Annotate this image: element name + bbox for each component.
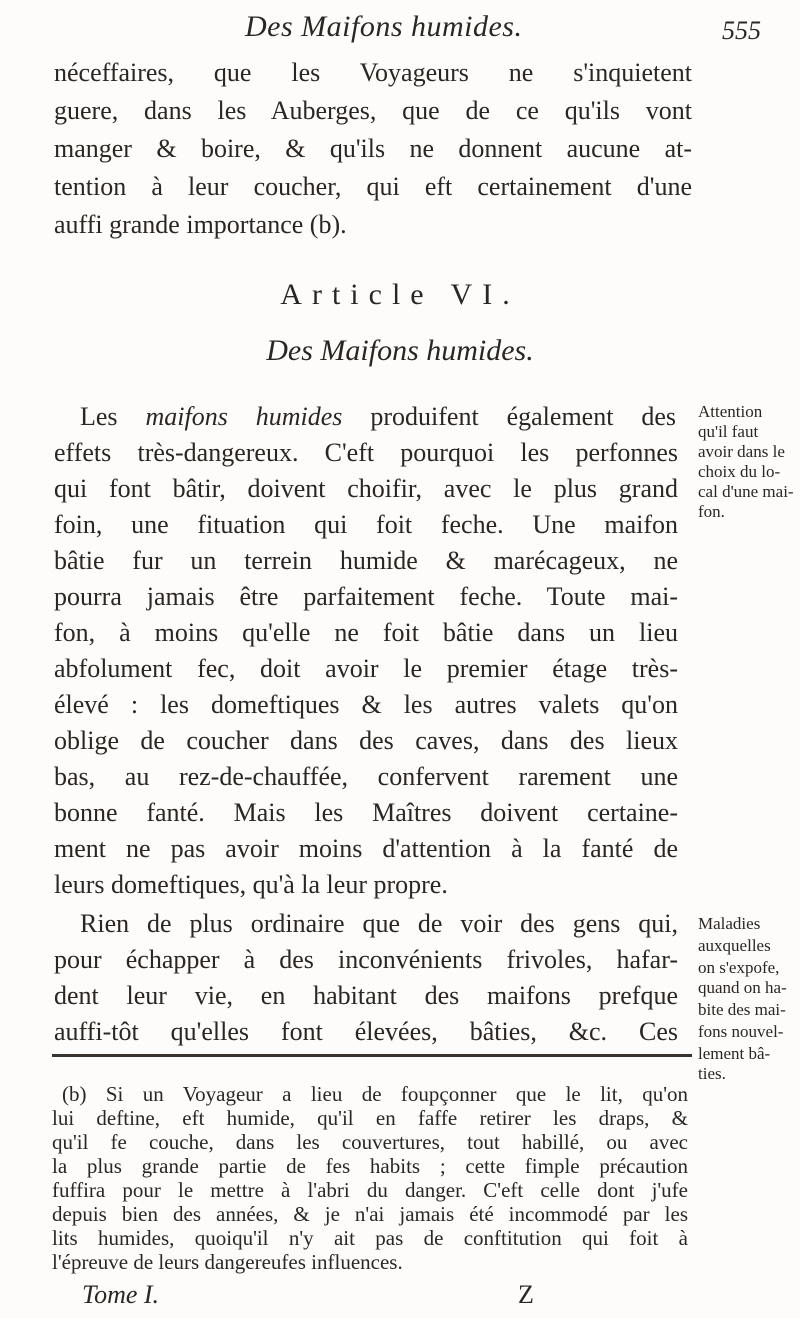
sidenote-line: Maladies: [698, 914, 761, 933]
text-line: pourra jamais être parfaitement feche. Toute mai-: [54, 582, 678, 611]
text-line: fon, à moins qu'elle ne foit bâtie dans un lieu: [54, 618, 678, 647]
text-line: manger & boire, & qu'ils ne donnent aucune at-: [54, 134, 692, 163]
first-line-rest: produifent également des: [370, 402, 677, 431]
sidenote-line: avoir dans le: [698, 442, 785, 461]
sidenote-line: choix du lo-: [698, 462, 781, 481]
italic-phrase: maifons humides: [145, 402, 343, 431]
text-line: effets très-dangereux. C'eft pourquoi les perfonnes: [54, 438, 678, 467]
footnote-line: fuffira pour le mettre à l'abri du danger. C'eft celle dont j'ufe: [52, 1178, 688, 1202]
footnote-line: (b) Si un Voyageur a lieu de foupçonner que le lit, qu'on: [62, 1082, 688, 1106]
footnote-line: depuis bien des années, & je n'ai jamais été incommodé par les: [52, 1202, 688, 1226]
sidenote-line: Attention: [698, 402, 763, 421]
signature-mark: Z: [518, 1280, 534, 1309]
text-line: ment ne pas avoir moins d'attention à la fanté de: [54, 834, 678, 863]
paragraph-first-line: [80, 400, 676, 434]
running-title: Des Maifons humides.: [245, 10, 523, 43]
drop-word: Les: [80, 402, 118, 431]
sidenote-line: quand on ha-: [698, 978, 787, 997]
sidenote-line: qu'il faut: [698, 422, 759, 441]
text-line: auffi grande importance (b).: [54, 210, 347, 239]
text-line: dent leur vie, en habitant des maifons prefque: [54, 981, 678, 1010]
sidenote-line: bite des mai-: [698, 1000, 786, 1019]
text-line: tention à leur coucher, qui eft certainement d'une: [54, 172, 692, 201]
text-line: guere, dans les Auberges, que de ce qu'ils vont: [54, 96, 692, 125]
text-line: élevé : les domeftiques & les autres valets qu'on: [54, 690, 678, 719]
footnote-line: lits humides, quoiqu'il n'y ait pas de conftitution qui foit à: [52, 1226, 688, 1250]
article-heading: Article VI.: [280, 278, 520, 311]
page-number: 555: [722, 16, 761, 45]
text-line: abfolument fec, doit avoir le premier étage très-: [54, 654, 678, 683]
sidenote-line: fons nouvel-: [698, 1022, 784, 1041]
footnote-line: l'épreuve de leurs dangereufes influences.: [52, 1250, 403, 1274]
text-line: bâtie fur un terrein humide & marécageux, ne: [54, 546, 678, 575]
text-line: bonne fanté. Mais les Maîtres doivent certaine-: [54, 798, 678, 827]
footnote-line: qu'il fe couche, dans les couvertures, tout habillé, ou avec: [52, 1130, 688, 1154]
sidenote-line: ties.: [698, 1064, 726, 1083]
sidenote-line: fon.: [698, 502, 725, 521]
footnote-separator: [52, 1054, 692, 1057]
text-line: qui font bâtir, doivent choifir, avec le plus grand: [54, 474, 678, 503]
sidenote-line: cal d'une mai-: [698, 482, 794, 501]
text-line: bas, au rez-de-chauffée, confervent rarement une: [54, 762, 678, 791]
footnote-line: lui deftine, eft humide, qu'il en faffe retirer les draps, &: [52, 1106, 688, 1130]
text-line: néceffaires, que les Voyageurs ne s'inquietent: [54, 58, 692, 87]
text-line: oblige de coucher dans des caves, dans des lieux: [54, 726, 678, 755]
text-line: Rien de plus ordinaire que de voir des gens qui,: [80, 909, 678, 938]
text-line: foin, une fituation qui foit feche. Une maifon: [54, 510, 678, 539]
text-line: leurs domeftiques, qu'à la leur propre.: [54, 870, 448, 899]
volume-label: Tome I.: [82, 1280, 160, 1309]
text-line: auffi-tôt qu'elles font élevées, bâties, &c. Ces: [54, 1017, 678, 1046]
footnote-line: la plus grande partie de fes habits ; cette fimple précaution: [52, 1154, 688, 1178]
text-line: pour échapper à des inconvénients frivoles, hafar-: [54, 945, 678, 974]
section-title: Des Maifons humides.: [266, 334, 534, 367]
sidenote-line: on s'expofe,: [698, 958, 780, 977]
sidenote-line: lement bâ-: [698, 1044, 771, 1063]
sidenote-line: auxquelles: [698, 936, 771, 955]
